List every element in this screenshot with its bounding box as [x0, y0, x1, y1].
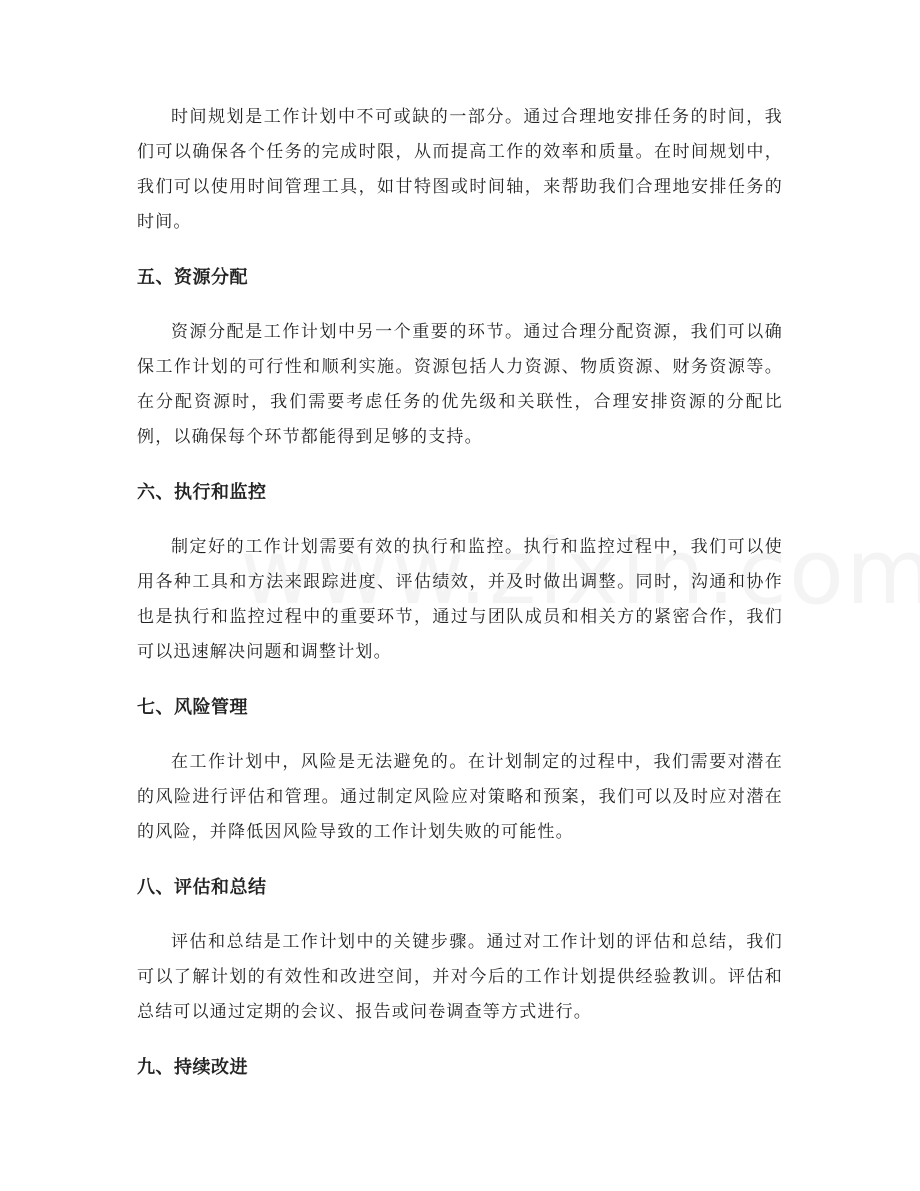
- paragraph-risk-management: 在工作计划中，风险是无法避免的。在计划制定的过程中，我们需要对潜在的风险进行评估和管理。通过制定风险应对策略和预案，我们可以及时应对潜在的风险，并降低因风险导致的工作计划失败的可能性。: [137, 752, 783, 842]
- paragraph-execution-monitoring: 制定好的工作计划需要有效的执行和监控。执行和监控过程中，我们可以使用各种工具和方法来跟踪进度、评估绩效，并及时做出调整。同时，沟通和协作也是执行和监控过程中的重要环节，通过与团队成员和相关方的紧密合作，我们可以迅速解决问题和调整计划。: [137, 537, 783, 662]
- document-page: [137, 100, 783, 1085]
- heading-evaluation-summary: 八、评估和总结: [137, 877, 267, 898]
- paragraph-resource-allocation: 资源分配是工作计划中另一个重要的环节。通过合理分配资源，我们可以确保工作计划的可行性和顺利实施。资源包括人力资源、物质资源、财务资源等。在分配资源时，我们需要考虑任务的优先级和关联性，合理安排资源的分配比例，以确保每个环节都能得到足够的支持。: [137, 322, 783, 447]
- heading-execution-monitoring: 六、执行和监控: [137, 482, 267, 503]
- heading-resource-allocation: 五、资源分配: [137, 267, 248, 288]
- heading-risk-management: 七、风险管理: [137, 697, 248, 718]
- heading-continuous-improvement: 九、持续改进: [137, 1057, 248, 1078]
- paragraph-evaluation-summary: 评估和总结是工作计划中的关键步骤。通过对工作计划的评估和总结，我们可以了解计划的有效性和改进空间，并对今后的工作计划提供经验教训。评估和总结可以通过定期的会议、报告或问卷调查等方式进行。: [137, 932, 783, 1022]
- paragraph-time-planning: 时间规划是工作计划中不可或缺的一部分。通过合理地安排任务的时间，我们可以确保各个任务的完成时限，从而提高工作的效率和质量。在时间规划中，我们可以使用时间管理工具，如甘特图或时间轴，来帮助我们合理地安排任务的时间。: [137, 107, 783, 232]
